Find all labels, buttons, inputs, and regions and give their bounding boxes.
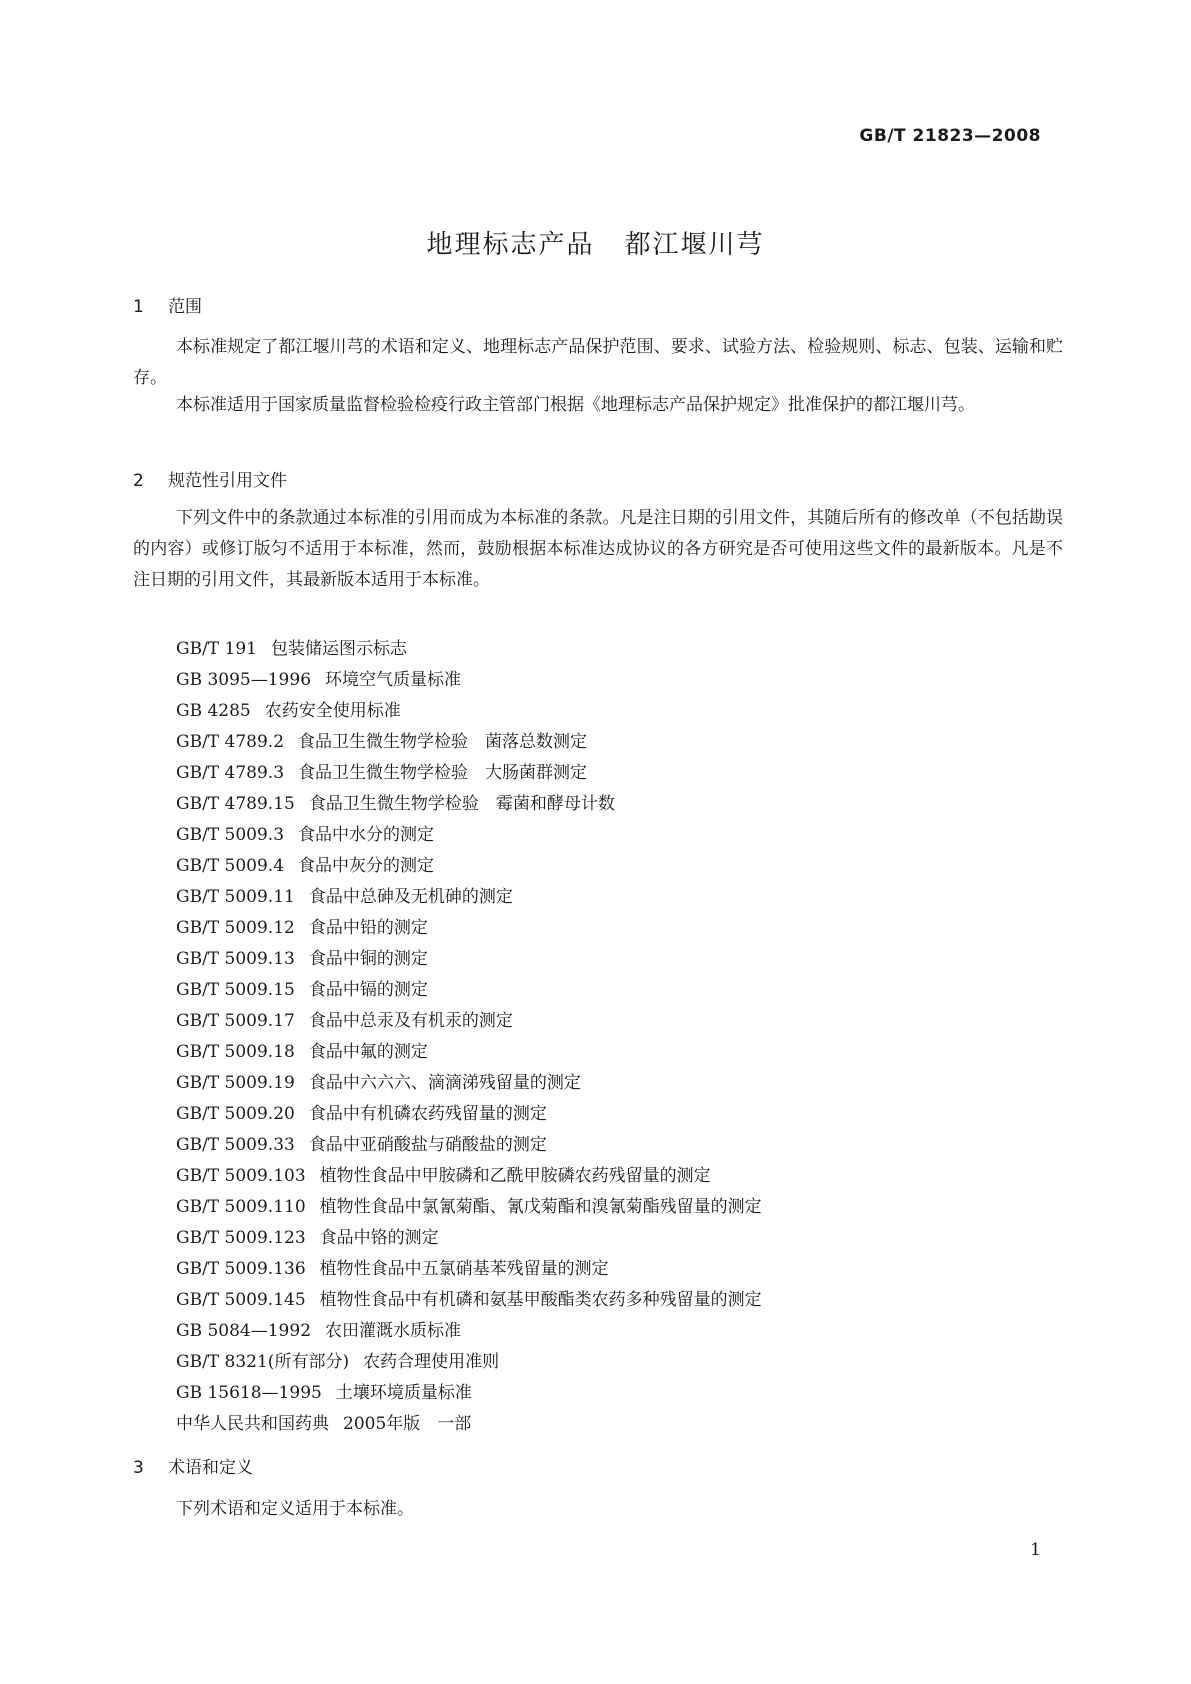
reference-title: 食品中亚硝酸盐与硝酸盐的测定: [308, 1135, 547, 1155]
reference-title: 农药安全使用标准: [264, 701, 401, 721]
reference-title: 土壤环境质量标准: [335, 1383, 472, 1403]
reference-item: [176, 944, 762, 975]
section-heading-scope: [133, 292, 202, 317]
paragraph-scope-1: 本标准规定了都江堰川芎的术语和定义、地理标志产品保护范围、要求、试验方法、检验规则、标志、包装、运输和贮存。: [133, 337, 1063, 388]
reference-list: [176, 634, 762, 1440]
section-number: 3: [133, 1458, 144, 1478]
reference-code: GB/T 5009.33: [176, 1135, 295, 1155]
reference-title: 植物性食品中甲胺磷和乙酰甲胺磷农药残留量的测定: [319, 1166, 711, 1186]
section-heading-terms-definitions: [133, 1453, 253, 1478]
reference-item: [176, 1037, 762, 1068]
reference-item: [176, 1161, 762, 1192]
reference-item: [176, 1316, 762, 1347]
reference-item: [176, 727, 762, 758]
reference-item: [176, 1130, 762, 1161]
reference-code: GB 15618—1995: [176, 1383, 322, 1403]
reference-code: GB/T 5009.103: [176, 1166, 306, 1186]
reference-item: [176, 758, 762, 789]
reference-title: 农药合理使用准则: [363, 1352, 500, 1372]
standard-code: GB/T 21823—2008: [859, 126, 1041, 146]
reference-item: [176, 851, 762, 882]
reference-item: [176, 665, 762, 696]
reference-code: GB/T 5009.19: [176, 1073, 295, 1093]
reference-title: 食品卫生微生物学检验 大肠菌群测定: [298, 763, 588, 783]
reference-code: GB 3095—1996: [176, 670, 312, 690]
reference-item: [176, 1285, 762, 1316]
reference-item: [176, 1068, 762, 1099]
reference-title: 食品中六六六、滴滴涕残留量的测定: [308, 1073, 581, 1093]
reference-title: 农田灌溉水质标准: [325, 1321, 462, 1341]
reference-item: [176, 1099, 762, 1130]
reference-code: GB/T 5009.4: [176, 856, 285, 876]
reference-title: 食品中氟的测定: [308, 1042, 428, 1062]
section-number: 2: [133, 471, 144, 491]
reference-title: 包装储运图示标志: [271, 639, 407, 659]
section-title: 术语和定义: [168, 1458, 253, 1478]
reference-item: [176, 975, 762, 1006]
reference-title: 食品中铜的测定: [308, 949, 428, 969]
reference-code: GB/T 5009.110: [176, 1197, 306, 1217]
reference-code: GB/T 4789.2: [176, 732, 285, 752]
reference-code: GB/T 5009.12: [176, 918, 295, 938]
reference-code: GB/T 5009.3: [176, 825, 285, 845]
paragraph-references-intro: 下列文件中的条款通过本标准的引用而成为本标准的条款。凡是注日期的引用文件，其随后所有的修改单（不包括勘误的内容）或修订版匀不适用于本标准，然而，鼓励根据本标准达成协议的各方研究是否可使用这些文件的最新版本。凡是不注日期的引用文件，其最新版本适用于本标准。: [133, 508, 1063, 590]
reference-code: GB/T 5009.136: [176, 1259, 306, 1279]
reference-code: GB/T 4789.3: [176, 763, 285, 783]
reference-code: GB/T 5009.145: [176, 1290, 306, 1310]
reference-item: [176, 820, 762, 851]
reference-title: 食品中镉的测定: [308, 980, 428, 1000]
reference-title: 植物性食品中五氯硝基苯残留量的测定: [319, 1259, 609, 1279]
reference-item: [176, 634, 762, 665]
reference-item: [176, 696, 762, 727]
document-title-part1: 地理标志产品: [426, 230, 595, 260]
reference-item: [176, 1006, 762, 1037]
reference-code: GB/T 5009.123: [176, 1228, 306, 1248]
reference-code: GB/T 191: [176, 639, 257, 659]
reference-code: 中华人民共和国药典: [176, 1414, 329, 1434]
reference-code: GB/T 8321(所有部分): [176, 1352, 350, 1372]
reference-title: 食品中铅的测定: [308, 918, 428, 938]
reference-title: 食品卫生微生物学检验 霉菌和酵母计数: [308, 794, 615, 814]
reference-title: 食品中灰分的测定: [298, 856, 435, 876]
section-title: 范围: [168, 297, 202, 317]
reference-code: GB/T 5009.18: [176, 1042, 295, 1062]
reference-code: GB/T 4789.15: [176, 794, 295, 814]
reference-title: 植物性食品中有机磷和氨基甲酸酯类农药多种残留量的测定: [319, 1290, 762, 1310]
reference-item: [176, 1409, 762, 1440]
section-number: 1: [133, 297, 144, 317]
reference-item: [176, 1347, 762, 1378]
reference-title: 食品卫生微生物学检验 菌落总数测定: [298, 732, 588, 752]
reference-item: [176, 913, 762, 944]
reference-code: GB 5084—1992: [176, 1321, 312, 1341]
reference-code: GB/T 5009.13: [176, 949, 295, 969]
reference-title: 食品中有机磷农药残留量的测定: [308, 1104, 547, 1124]
reference-title: 2005年版 一部: [343, 1414, 472, 1434]
reference-title: 食品中总砷及无机砷的测定: [308, 887, 513, 907]
reference-item: [176, 1254, 762, 1285]
section-heading-normative-references: [133, 466, 287, 491]
reference-code: GB/T 5009.15: [176, 980, 295, 1000]
reference-title: 环境空气质量标准: [325, 670, 462, 690]
reference-code: GB/T 5009.11: [176, 887, 295, 907]
reference-item: [176, 882, 762, 913]
reference-item: [176, 1223, 762, 1254]
document-title-part2: 都江堰川芎: [624, 230, 765, 260]
reference-item: [176, 1192, 762, 1223]
reference-title: 食品中总汞及有机汞的测定: [308, 1011, 513, 1031]
reference-title: 食品中铬的测定: [319, 1228, 439, 1248]
paragraph-scope-2: 本标准适用于国家质量监督检验检疫行政主管部门根据《地理标志产品保护规定》批准保护的都江堰川芎。: [176, 395, 975, 415]
reference-title: 食品中水分的测定: [298, 825, 435, 845]
reference-code: GB/T 5009.17: [176, 1011, 295, 1031]
section-title: 规范性引用文件: [168, 471, 287, 491]
reference-item: [176, 789, 762, 820]
reference-item: [176, 1378, 762, 1409]
page-number: 1: [1030, 1540, 1041, 1560]
reference-code: GB/T 5009.20: [176, 1104, 295, 1124]
reference-title: 植物性食品中氯氰菊酯、氰戊菊酯和溴氰菊酯残留量的测定: [319, 1197, 762, 1217]
document-title: [0, 224, 1191, 261]
reference-code: GB 4285: [176, 701, 251, 721]
paragraph-terms-intro: 下列术语和定义适用于本标准。: [176, 1499, 414, 1519]
